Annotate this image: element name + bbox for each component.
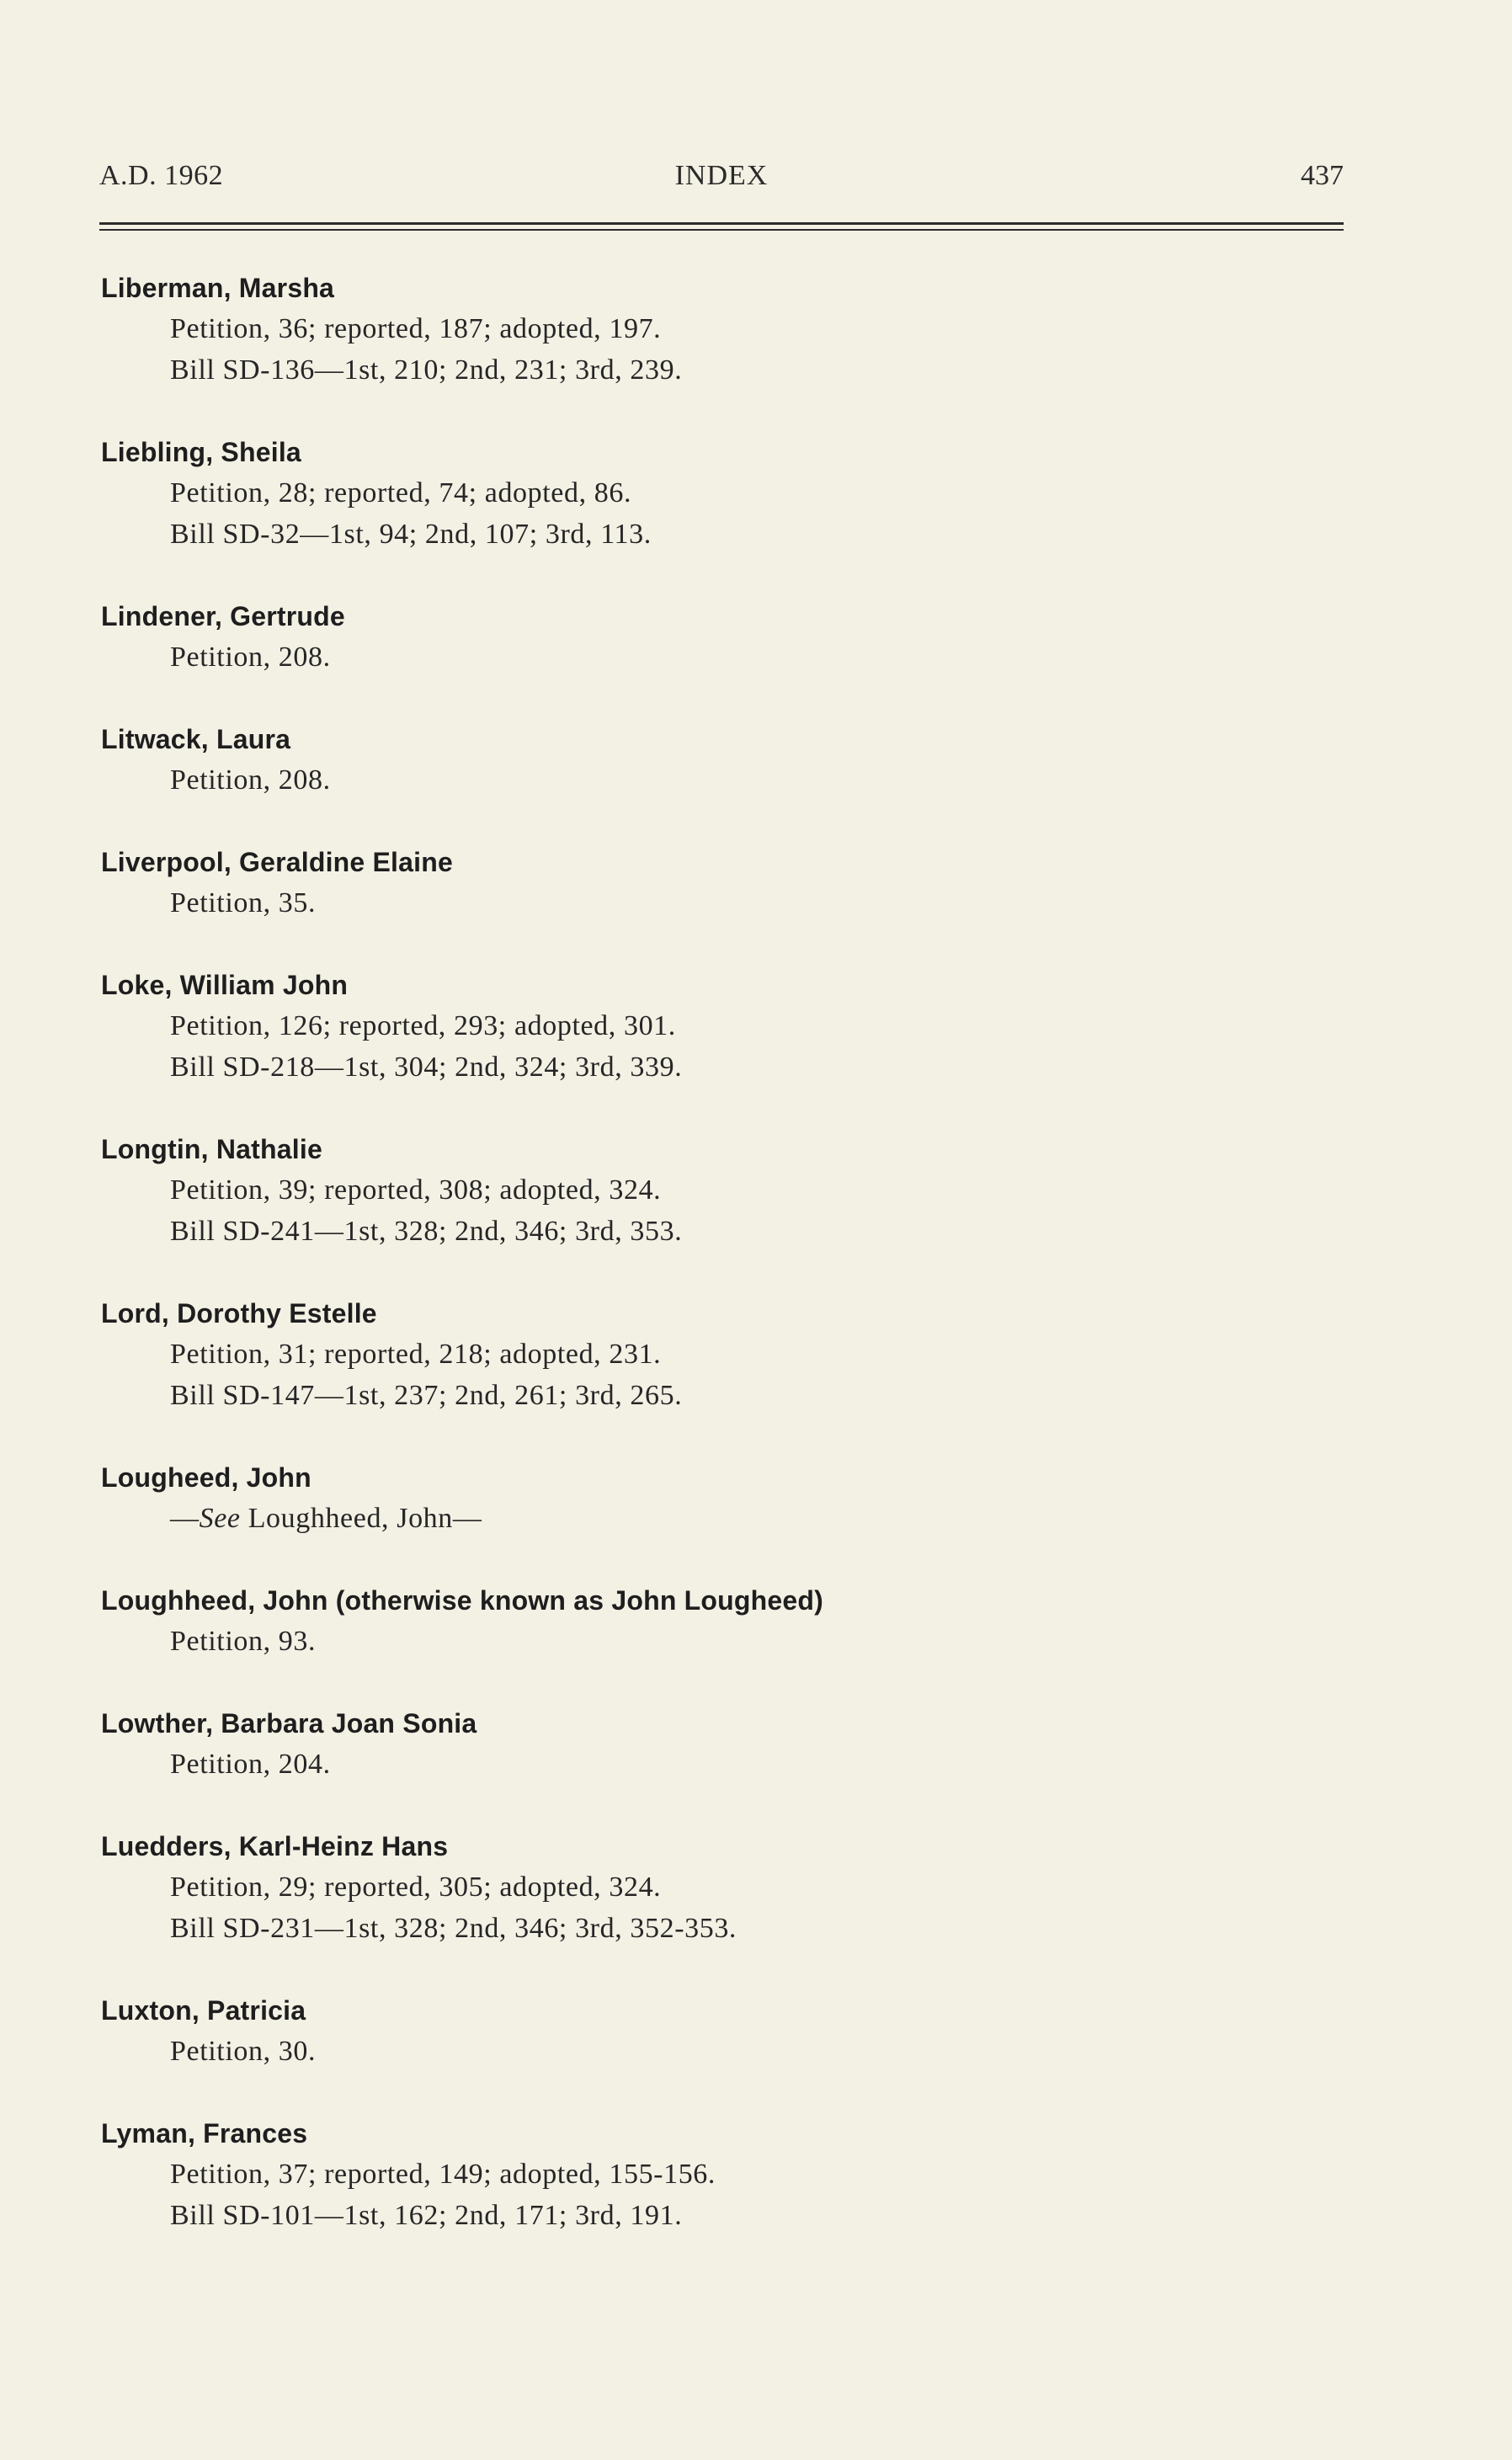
entry-name: Loke, William John bbox=[101, 970, 349, 1000]
entry-name: Liberman, Marsha bbox=[101, 273, 335, 303]
cross-reference-target: Loughheed, John— bbox=[240, 1503, 482, 1534]
index-entry bbox=[101, 432, 1313, 555]
entry-line: Petition, 36; reported, 187; adopted, 197. bbox=[170, 313, 662, 344]
entry-line: Bill SD-218—1st, 304; 2nd, 324; 3rd, 339. bbox=[170, 1052, 683, 1083]
entry-line: Petition, 35. bbox=[170, 887, 317, 919]
entry-name: Longtin, Nathalie bbox=[101, 1134, 322, 1164]
entry-name: Lindener, Gertrude bbox=[101, 601, 345, 631]
index-entry bbox=[101, 2113, 1313, 2236]
entry-line: Petition, 28; reported, 74; adopted, 86. bbox=[170, 477, 632, 509]
index-entry bbox=[101, 596, 1313, 678]
entry-line: Petition, 31; reported, 218; adopted, 231. bbox=[170, 1339, 662, 1370]
index-entry bbox=[101, 268, 1313, 391]
header-year: A.D. 1962 bbox=[99, 160, 224, 191]
page-header bbox=[99, 160, 1344, 202]
entry-name: Lowther, Barbara Joan Sonia bbox=[101, 1708, 477, 1739]
header-title: INDEX bbox=[674, 160, 769, 191]
index-entry bbox=[101, 842, 1313, 924]
cross-reference-dash: — bbox=[170, 1503, 200, 1534]
entry-name: Litwack, Laura bbox=[101, 724, 291, 754]
entry-line: Bill SD-147—1st, 237; 2nd, 261; 3rd, 265. bbox=[170, 1380, 683, 1411]
cross-reference-line bbox=[101, 1498, 1313, 1539]
entry-line: Petition, 208. bbox=[170, 764, 331, 796]
page-number: 437 bbox=[1301, 160, 1344, 191]
header-rule-bottom bbox=[99, 229, 1344, 231]
index-entries bbox=[101, 268, 1313, 2236]
see-word: See bbox=[199, 1503, 241, 1534]
entry-line: Bill SD-136—1st, 210; 2nd, 231; 3rd, 239. bbox=[170, 354, 683, 386]
entry-line: Petition, 208. bbox=[170, 642, 331, 673]
entry-name: Luedders, Karl-Heinz Hans bbox=[101, 1831, 449, 1861]
entry-line: Petition, 37; reported, 149; adopted, 155-156. bbox=[170, 2159, 716, 2190]
index-entry bbox=[101, 1990, 1313, 2072]
entry-name: Loughheed, John (otherwise known as John Lougheed) bbox=[101, 1585, 824, 1616]
entry-line: Petition, 30. bbox=[170, 2036, 317, 2067]
index-entry bbox=[101, 1580, 1313, 1662]
entry-name: Liverpool, Geraldine Elaine bbox=[101, 847, 453, 877]
entry-name: Liebling, Sheila bbox=[101, 437, 301, 467]
entry-line: Petition, 93. bbox=[170, 1626, 317, 1657]
index-entry bbox=[101, 1703, 1313, 1785]
index-entry bbox=[101, 1457, 1313, 1539]
index-entry bbox=[101, 1293, 1313, 1416]
entry-name: Lord, Dorothy Estelle bbox=[101, 1298, 377, 1329]
entry-line: Petition, 204. bbox=[170, 1749, 331, 1780]
index-entry bbox=[101, 1129, 1313, 1252]
entry-name: Lougheed, John bbox=[101, 1462, 311, 1493]
index-entry bbox=[101, 965, 1313, 1088]
entry-name: Luxton, Patricia bbox=[101, 1995, 306, 2026]
entry-line: Petition, 126; reported, 293; adopted, 301. bbox=[170, 1010, 676, 1041]
entry-line: Petition, 29; reported, 305; adopted, 324. bbox=[170, 1872, 662, 1903]
entry-line: Bill SD-231—1st, 328; 2nd, 346; 3rd, 352-353. bbox=[170, 1913, 737, 1944]
entry-name: Lyman, Frances bbox=[101, 2118, 308, 2149]
index-entry bbox=[101, 719, 1313, 801]
entry-line: Bill SD-241—1st, 328; 2nd, 346; 3rd, 353. bbox=[170, 1216, 683, 1247]
entry-line: Petition, 39; reported, 308; adopted, 324. bbox=[170, 1174, 662, 1206]
entry-line: Bill SD-32—1st, 94; 2nd, 107; 3rd, 113. bbox=[170, 519, 652, 550]
entry-line: Bill SD-101—1st, 162; 2nd, 171; 3rd, 191. bbox=[170, 2200, 683, 2231]
index-entry bbox=[101, 1826, 1313, 1949]
header-rule-top bbox=[99, 222, 1344, 225]
